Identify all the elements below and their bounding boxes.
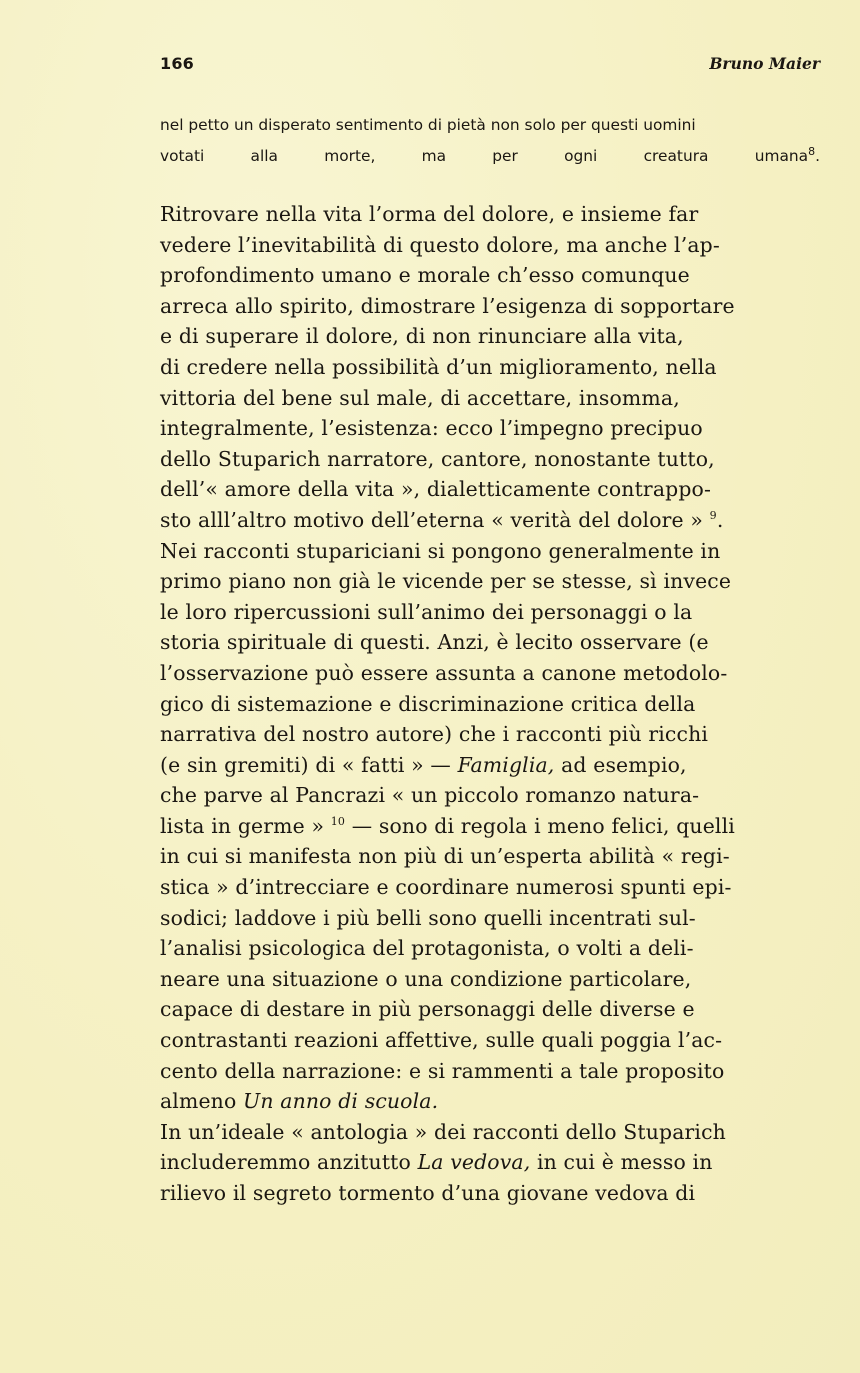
- text-line: e di superare il dolore, di non rinunciare alla vita,: [160, 324, 684, 349]
- text-line: che parve al Pancrazi « un piccolo romanzo natura-: [160, 783, 700, 808]
- text-line: Ritrovare nella vita l’orma del dolore, e insieme far: [160, 202, 699, 226]
- italic-title: Famiglia,: [457, 752, 555, 777]
- text-line: lista in germe » $^{10}$ — sono di regola i meno felici, quelli: [160, 813, 735, 838]
- text-line: almeno Un anno di scuola.: [160, 1089, 439, 1114]
- text-line: sto alll’altro motivo dell’eterna « verità del dolore » $^9$.: [160, 507, 724, 532]
- running-head: Bruno Maier: [709, 54, 820, 73]
- text-line: integralmente, l’esistenza: ecco l’impegno precipuo: [160, 416, 703, 441]
- text-line: narrativa del nostro autore) che i racconti più ricchi: [160, 722, 709, 747]
- page-number: 166: [160, 54, 194, 73]
- text-line: dell’« amore della vita », dialetticamente contrappo-: [160, 477, 712, 502]
- quote-line: nel petto un disperato sentimento di pietà non solo per questi uomini: [160, 116, 696, 134]
- text-line: di credere nella possibilità d’un miglioramento, nella: [160, 354, 717, 379]
- body-paragraphs: [160, 199, 820, 1209]
- text-line: sodici; laddove i più belli sono quelli incentrati sul-: [160, 905, 696, 930]
- text-line: includeremmo anzitutto La vedova, in cui è messo in: [160, 1150, 713, 1175]
- text-line: vedere l’inevitabilità di questo dolore, ma anche l’ap-: [160, 232, 720, 257]
- text-line: gico di sistemazione e discriminazione critica della: [160, 691, 696, 716]
- footnote-ref: 10: [330, 815, 346, 829]
- text-line: In un’ideale « antologia » dei racconti dello Stuparich: [160, 1119, 726, 1144]
- text-line: le loro ripercussioni sull’animo dei personaggi o la: [160, 599, 693, 624]
- text-line: vittoria del bene sul male, di accettare, insomma,: [160, 385, 680, 410]
- text-line: rilievo il segreto tormento d’una giovane vedova di: [160, 1181, 696, 1205]
- text-line: Nei racconti stupariciani si pongono generalmente in: [160, 538, 721, 563]
- quote-line: votati alla morte, ma per ogni creatura umana$^8$.: [160, 144, 820, 165]
- italic-title: Un anno di scuola.: [243, 1089, 439, 1114]
- italic-title: La vedova,: [417, 1150, 531, 1175]
- footnote-ref: 8: [808, 144, 816, 158]
- text-line: dello Stuparich narratore, cantore, nonostante tutto,: [160, 446, 715, 471]
- text-line: cento della narrazione: e si rammenti a tale proposito: [160, 1058, 725, 1083]
- text-line: contrastanti reazioni affettive, sulle quali poggia l’ac-: [160, 1028, 723, 1053]
- text-line: l’analisi psicologica del protagonista, o volti a deli-: [160, 936, 694, 961]
- page-header: [160, 54, 820, 78]
- text-line: stica » d’intrecciare e coordinare numerosi spunti epi-: [160, 875, 732, 900]
- footnote-ref: 9: [709, 509, 717, 523]
- text-line: (e sin gremiti) di « fatti » — Famiglia, ad esempio,: [160, 752, 687, 777]
- quotation-block: [160, 113, 820, 169]
- text-line: neare una situazione o una condizione particolare,: [160, 966, 692, 991]
- text-line: primo piano non già le vicende per se stesse, sì invece: [160, 569, 732, 594]
- text-line: capace di destare in più personaggi delle diverse e: [160, 997, 695, 1022]
- text-line: storia spirituale di questi. Anzi, è lecito osservare (e: [160, 630, 709, 655]
- text-line: arreca allo spirito, dimostrare l’esigenza di sopportare: [160, 293, 735, 318]
- text-line: l’osservazione può essere assunta a canone metodolo-: [160, 660, 728, 685]
- text-line: in cui si manifesta non più di un’esperta abilità « regi-: [160, 844, 730, 869]
- text-line: profondimento umano e morale ch’esso comunque: [160, 263, 690, 288]
